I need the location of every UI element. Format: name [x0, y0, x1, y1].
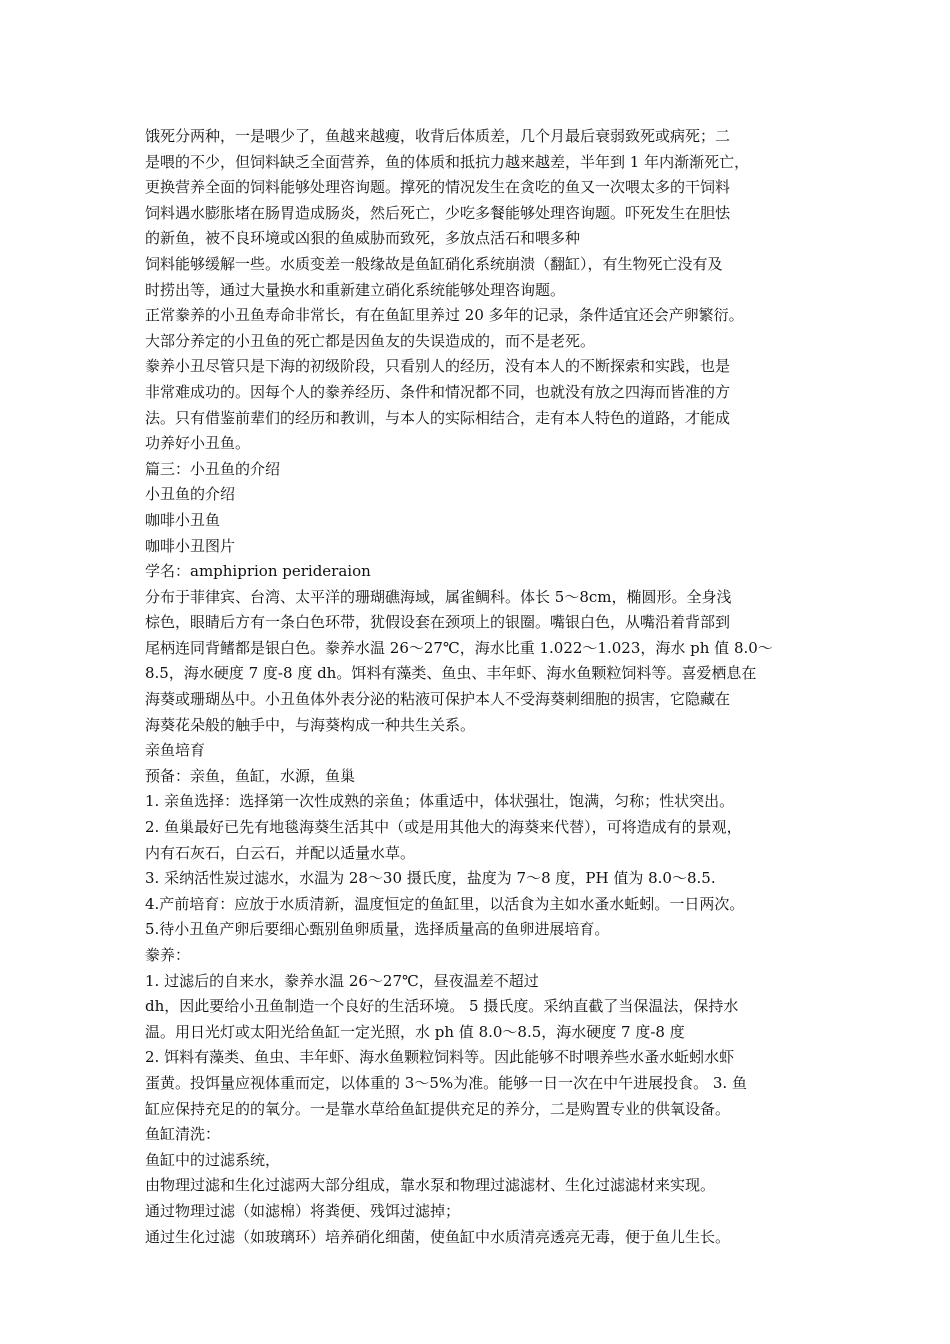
text-line: 1. 亲鱼选择：选择第一次性成熟的亲鱼；体重适中，体状强壮，饱满，匀称；性状突出。: [145, 792, 735, 811]
text-line: 4.产前培育：应放于水质清新，温度恒定的鱼缸里，以活食为主如水蚤水蚯蚓。一日两次。: [145, 894, 745, 913]
text-line: 饲料能够缓解一些。水质变差一般缘故是鱼缸硝化系统崩溃（翻缸），有生物死亡没有及: [145, 254, 723, 273]
text-line: 豢养小丑尽管只是下海的初级阶段，只看别人的经历，没有本人的不断探索和实践，也是: [145, 357, 731, 376]
text-line: 3. 采纳活性炭过滤水，水温为 28～30 摄氏度，盐度为 7～8 度，PH 值为 8.0～8.5.: [145, 869, 716, 888]
text-line: 内有石灰石，白云石，并配以适量水草。: [145, 843, 416, 862]
text-line: 2. 鱼巢最好已先有地毯海葵生活其中（或是用其他大的海葵来代替），可将造成有的景观，: [145, 818, 742, 837]
text-line: 海葵花朵般的触手中，与海葵构成一种共生关系。: [145, 715, 476, 734]
text-line: 鱼缸清洗：: [145, 1125, 221, 1144]
text-line: 非常难成功的。因每个人的豢养经历、条件和情况都不同，也就没有放之四海而皆准的方: [145, 382, 731, 401]
text-line: 通过生化过滤（如玻璃环）培养硝化细菌，使鱼缸中水质清亮透亮无毒，便于鱼儿生长。: [145, 1227, 731, 1246]
text-line: 通过物理过滤（如滤棉）将粪便、残饵过滤掉；: [145, 1201, 461, 1220]
text-line: 更换营养全面的饲料能够处理咨询题。撑死的情况发生在贪吃的鱼又一次喂太多的干饲料: [145, 178, 731, 197]
text-line: 法。只有借鉴前辈们的经历和教训，与本人的实际相结合，走有本人特色的道路，才能成: [145, 408, 731, 427]
text-line: 蛋黄。投饵量应视体重而定，以体重的 3～5%为准。能够一日一次在中午进展投食。 3. 鱼: [145, 1073, 747, 1092]
text-line: 功养好小丑鱼。: [145, 434, 251, 453]
text-line: 分布于菲律宾、台湾、太平洋的珊瑚礁海域，属雀鲷科。体长 5～8cm，椭圆形。全身浅: [145, 587, 732, 606]
text-line: 鱼缸中的过滤系统，: [145, 1150, 281, 1169]
text-line: 正常豢养的小丑鱼寿命非常长，有在鱼缸里养过 20 多年的记录，条件适宜还会产卵繁衍。: [145, 306, 744, 325]
text-line: 棕色，眼睛后方有一条白色环带，犹假设套在颈项上的银圈。嘴银白色，从嘴沿着背部到: [145, 613, 731, 632]
text-line: 2. 饵料有藻类、鱼虫、丰年虾、海水鱼颗粒饲料等。因此能够不时喂养些水蚤水蚯蚓水虾: [145, 1048, 735, 1067]
text-line: 是喂的不少，但饲料缺乏全面营养，鱼的体质和抵抗力越来越差，半年到 1 年内渐渐死亡，: [145, 152, 750, 171]
text-line: 海葵或珊瑚丛中。小丑鱼体外表分泌的粘液可保护本人不受海葵刺细胞的损害，它隐藏在: [145, 690, 731, 709]
text-line: 温。用日光灯或太阳光给鱼缸一定光照，水 ph 值 8.0～8.5，海水硬度 7 度-8 度: [145, 1022, 685, 1041]
text-line: 的新鱼，被不良环境或凶狠的鱼威胁而致死，多放点活石和喂多种: [145, 229, 581, 248]
text-line: 豢养：: [145, 946, 191, 964]
text-line: 8.5，海水硬度 7 度-8 度 dh。饵料有藻类、鱼虫、丰年虾、海水鱼颗粒饲料等。喜爱栖息在: [145, 664, 757, 683]
document-body: [145, 124, 825, 1250]
text-line: 亲鱼培育: [145, 741, 206, 760]
text-line: 咖啡小丑鱼: [145, 510, 221, 529]
text-line: 饲料遇水膨胀堵在肠胃造成肠炎，然后死亡，少吃多餐能够处理咨询题。吓死发生在胆怯: [145, 203, 731, 222]
text-line: 时捞出等，通过大量换水和重新建立硝化系统能够处理咨询题。: [145, 280, 566, 299]
text-line: 由物理过滤和生化过滤两大部分组成，靠水泵和物理过滤滤材、生化过滤滤材来实现。: [145, 1176, 716, 1195]
text-line: 5.待小丑鱼产卵后要细心甄别鱼卵质量，选择质量高的鱼卵进展培育。: [145, 920, 610, 939]
text-line: 小丑鱼的介绍: [145, 485, 236, 504]
text-line: 饿死分两种，一是喂少了，鱼越来越瘦，收背后体质差，几个月最后衰弱致死或病死；二: [145, 127, 731, 145]
text-line: 预备：亲鱼，鱼缸，水源，鱼巢: [145, 766, 356, 785]
text-line: 篇三：小丑鱼的介绍: [145, 459, 281, 478]
text-line: dh，因此要给小丑鱼制造一个良好的生活环境。 5 摄氏度。采纳直截了当保温法，保持水: [145, 997, 739, 1016]
text-line: 咖啡小丑图片: [145, 536, 236, 555]
text-line: 学名：amphiprion perideraion: [145, 562, 371, 581]
text-line: 缸应保持充足的的氧分。一是靠水草给鱼缸提供充足的养分，二是购置专业的供氧设备。: [145, 1099, 731, 1118]
text-line: 尾柄连同背鳍都是银白色。豢养水温 26～27℃，海水比重 1.022～1.023，海水 ph 值 8.0～: [145, 638, 773, 657]
text-line: 1. 过滤后的自来水，豢养水温 26～27℃，昼夜温差不超过: [145, 971, 539, 990]
text-line: 大部分养定的小丑鱼的死亡都是因鱼友的失误造成的，而不是老死。: [145, 331, 596, 350]
